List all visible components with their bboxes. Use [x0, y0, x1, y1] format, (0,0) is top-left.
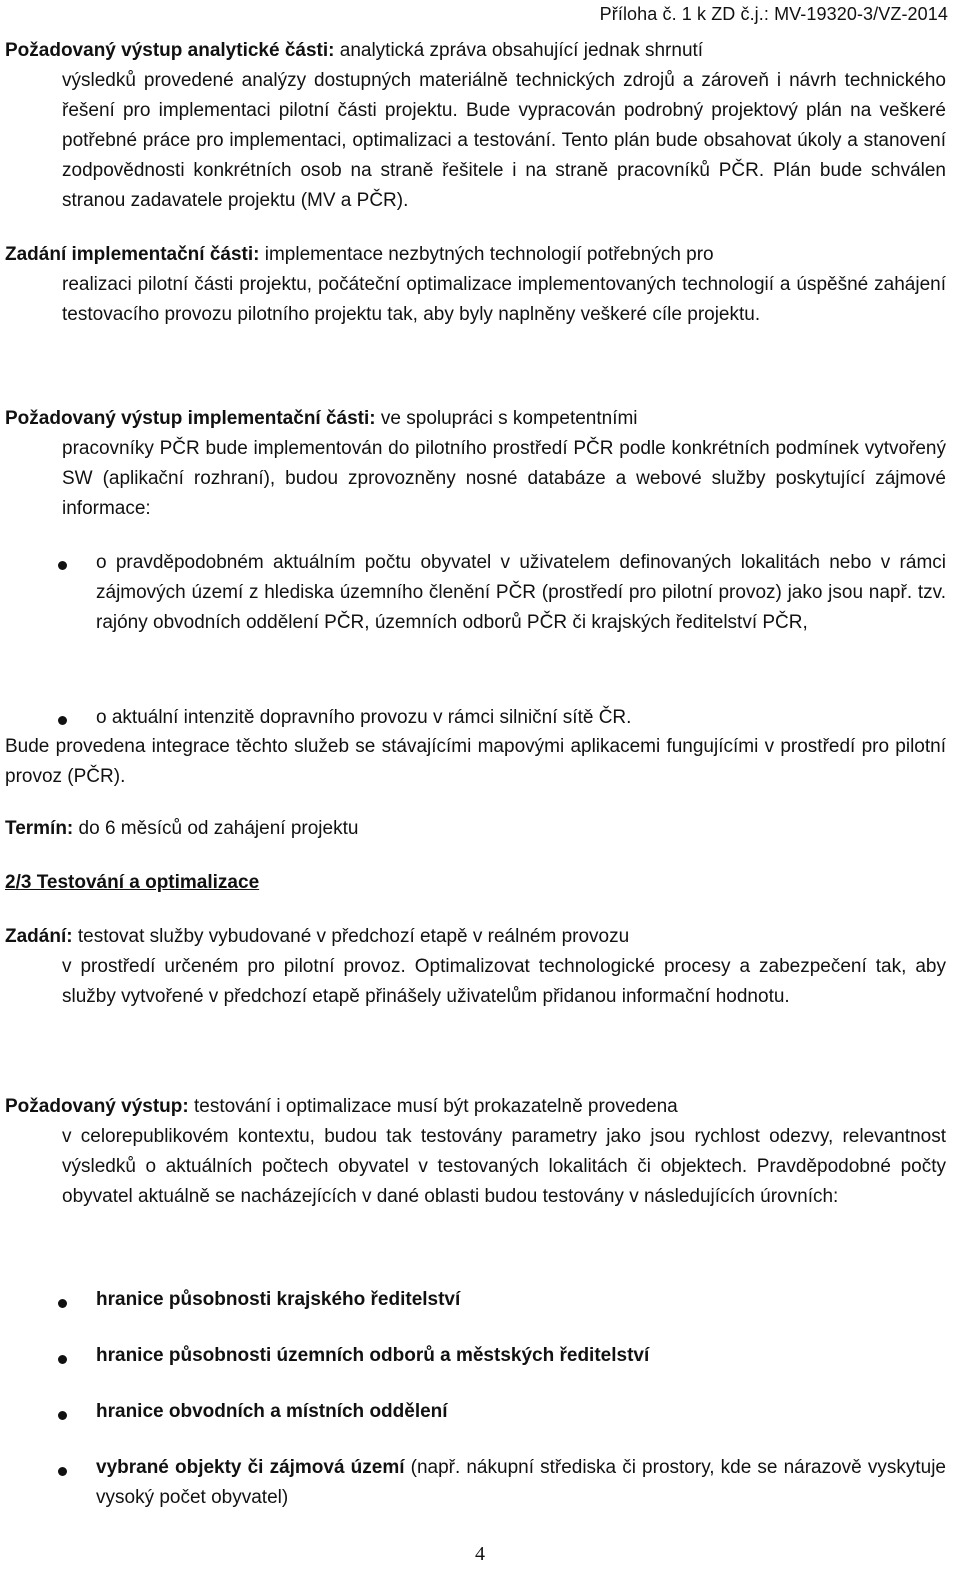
test-output-text-first: testování i optimalizace musí být prokazatelně provedena [194, 1096, 678, 1117]
analytic-output-paragraph [5, 36, 946, 216]
bullet-dot [58, 1355, 67, 1364]
deadline-text: do 6 měsíců od zahájení projektu [78, 818, 359, 839]
impl-bullet-item: o pravděpodobném aktuálním počtu obyvatel v uživatelem definovaných lokalitách nebo v rámci zájmových území z hlediska územního členění PČR (prostředí pro pilotní provoz) jako jsou např. tzv. rajóny obvodních oddělení PČR, územních odborů PČR či krajských ředitelství PČR, [96, 552, 946, 633]
page-number: 4 [475, 1543, 485, 1565]
integration-paragraph [5, 732, 946, 792]
impl-task-paragraph [5, 240, 946, 330]
impl-output-paragraph [5, 404, 946, 524]
integration-text: Bude provedena integrace těchto služeb se stávajícími mapovými aplikacemi fungujícími v prostředí pro pilotní provoz (PČR). [5, 736, 946, 787]
test-bullet-item [96, 1397, 946, 1427]
test-task-paragraph [5, 922, 946, 1012]
test-task-text: v prostředí určeném pro pilotní provoz. Optimalizovat technologické procesy a zabezpečení tak, aby služby vytvořené v předchozí etapě přinášely uživatelům přidanou informační hodnotu. [62, 956, 946, 1007]
testing-heading: 2/3 Testování a optimalizace [5, 872, 260, 893]
analytic-output-text-first: analytická zpráva obsahující jednak shrnutí [339, 40, 704, 61]
test-bullet-bold: vybrané objekty či zájmová území [96, 1457, 405, 1478]
bullet-dot [58, 716, 67, 725]
test-bullet-text: (např. nákupní střediska či prostory, kde se nárazově vyskytuje vysoký počet obyvatel) [96, 1457, 946, 1508]
test-output-label: Požadovaný výstup: [5, 1096, 189, 1117]
bullet-dot [58, 561, 67, 570]
test-task-text-first: testovat služby vybudované v předchozí etapě v reálném provozu [77, 926, 630, 947]
impl-output-text-first: ve spolupráci s kompetentními [380, 408, 638, 429]
section-heading [5, 868, 946, 898]
test-bullet-item [96, 1453, 946, 1513]
impl-task-label: Zadání implementační části: [5, 244, 260, 265]
test-bullet-item [96, 1341, 946, 1371]
analytic-output-label: Požadovaný výstup analytické části: [5, 40, 335, 61]
impl-output-label: Požadovaný výstup implementační části: [5, 408, 376, 429]
impl-output-text: pracovníky PČR bude implementován do pilotního prostředí PČR podle konkrétních podmínek vytvořený SW (aplikační rozhraní), budou zprovozněny nosné databáze a webové služby poskytující zájmové informace: [62, 438, 946, 519]
analytic-output-text: výsledků provedené analýzy dostupných materiálně technických zdrojů a zároveň i návrh technického řešení pro implementaci pilotní části projektu. Bude vypracován podrobný projektový plán na veškeré potřebné práce pro implementaci, optimalizaci a testování. Tento plán bude obsahovat úkoly a stanovení zodpovědnosti konkrétních osob na straně řešitele i na straně pracovníků PČR. Plán bude schválen stranou zadavatele projektu (MV a PČR). [62, 70, 946, 211]
bullet-dot [58, 1299, 67, 1308]
test-bullet-bold: hranice působnosti krajského ředitelství [96, 1289, 461, 1310]
test-bullet-bold: hranice obvodních a místních oddělení [96, 1401, 448, 1422]
impl-task-text-first: implementace nezbytných technologií potřebných pro [264, 244, 714, 265]
test-task-label: Zadání: [5, 926, 73, 947]
impl-bullet-item: o aktuální intenzitě dopravního provozu v rámci silniční sítě ČR. [96, 707, 632, 728]
document-reference-header: Příloha č. 1 k ZD č.j.: MV-19320-3/VZ-2014 [599, 4, 948, 24]
impl-task-text: realizaci pilotní části projektu, počáteční optimalizace implementovaných technologií a úspěšné zahájení testovacího provozu pilotního projektu tak, aby byly naplněny veškeré cíle projektu. [62, 274, 946, 325]
test-output-text: v celorepublikovém kontextu, budou tak testovány parametry jako jsou rychlost odezvy, relevantnost výsledků o aktuálních počtech obyvatel v testovaných lokalitách či objektech. Pravděpodobné počty obyvatel aktuálně se nacházejících v dané oblasti budou testovány v následujících úrovních: [62, 1126, 946, 1207]
test-output-paragraph [5, 1092, 946, 1212]
deadline-label: Termín: [5, 818, 74, 839]
bullet-dot [58, 1411, 67, 1420]
test-bullet-item [96, 1285, 946, 1315]
deadline-paragraph [5, 814, 946, 844]
bullet-dot [58, 1467, 67, 1476]
test-bullet-bold: hranice působnosti územních odborů a městských ředitelství [96, 1345, 650, 1366]
